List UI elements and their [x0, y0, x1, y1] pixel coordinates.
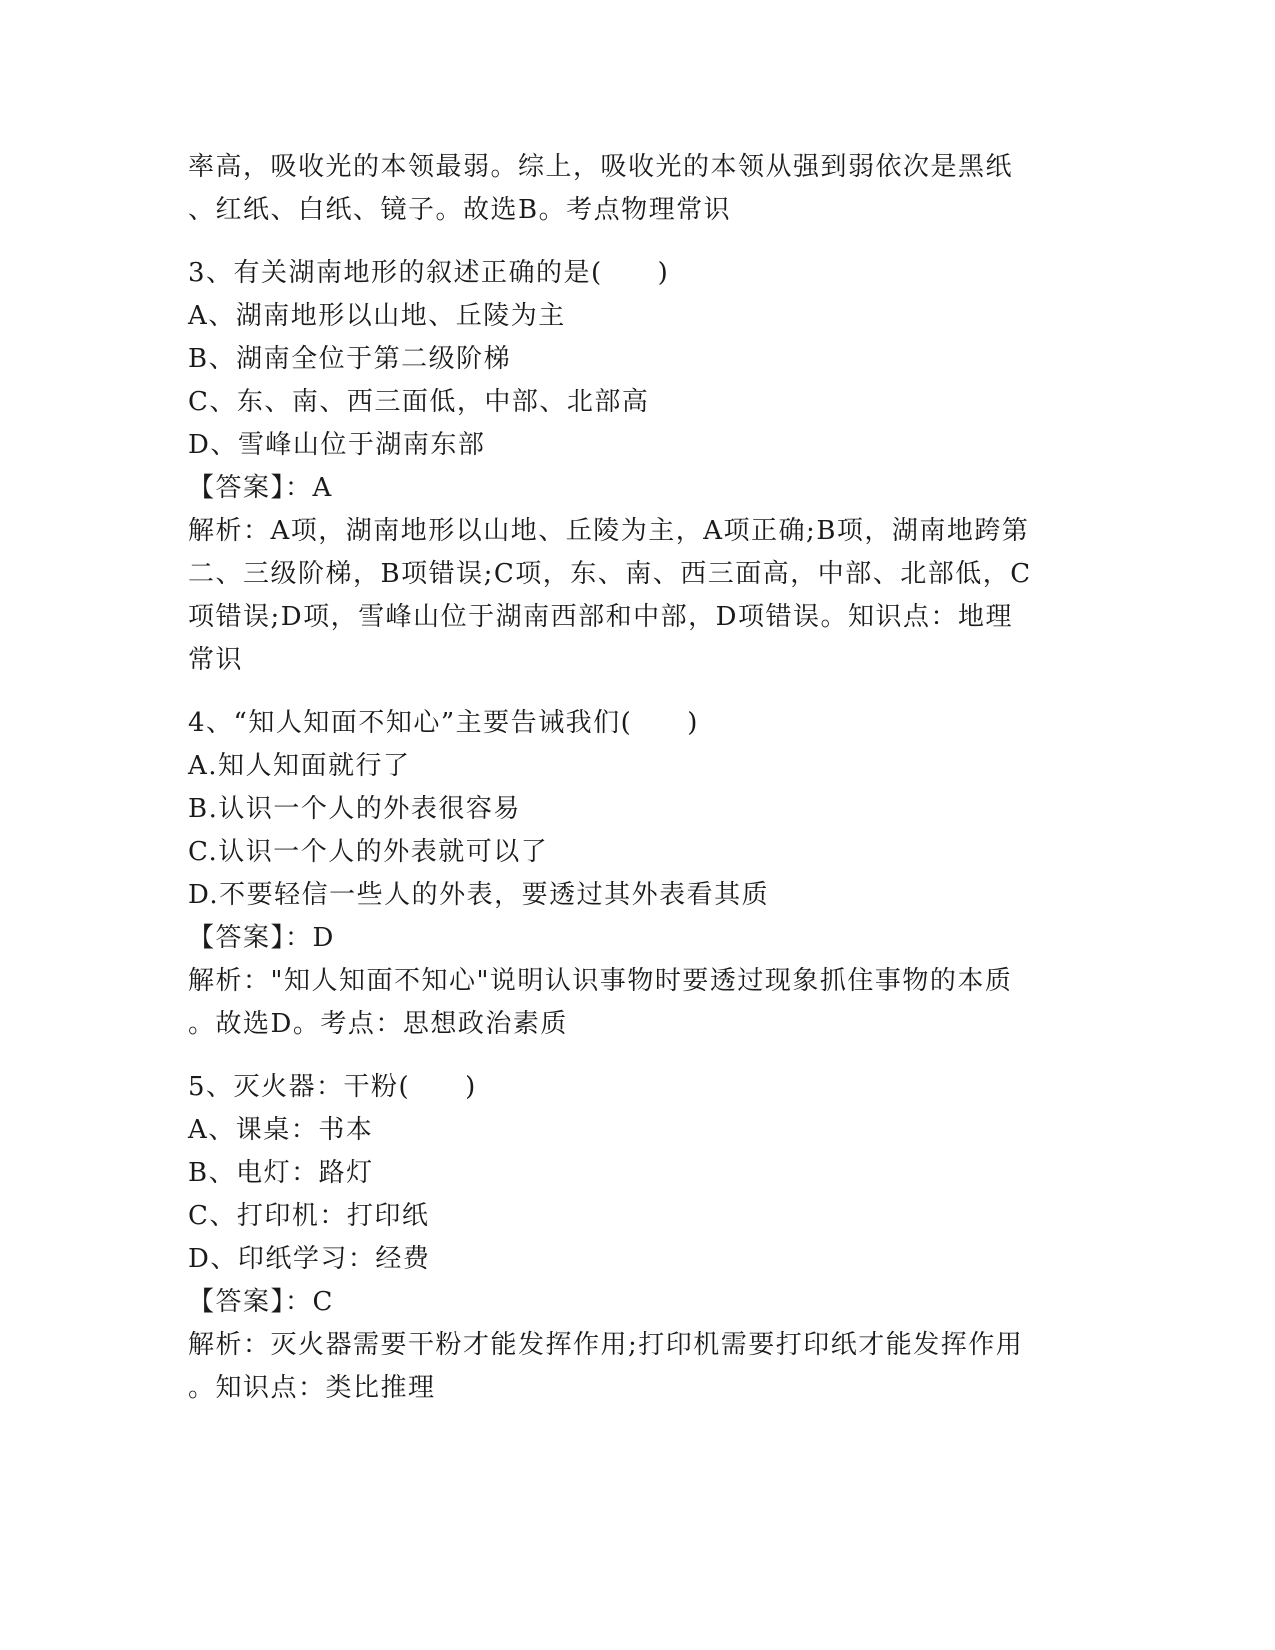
- option-b: B、湖南全位于第二级阶梯: [188, 344, 512, 374]
- option-b: B.认识一个人的外表很容易: [188, 794, 521, 824]
- option-b: B、电灯：路灯: [188, 1158, 374, 1188]
- intro-line: 率高，吸收光的本领最弱。综上，吸收光的本领从强到弱依次是黑纸: [188, 152, 1014, 182]
- option-d: D、雪峰山位于湖南东部: [188, 430, 486, 460]
- option-a: A.知人知面就行了: [188, 751, 411, 781]
- analysis-line: 项错误;D项，雪峰山位于湖南西部和中部，D项错误。知识点：地理: [188, 602, 1013, 632]
- question-block: [188, 252, 1088, 682]
- option-d: D.不要轻信一些人的外表，要透过其外表看其质: [188, 880, 770, 910]
- analysis-line: 二、三级阶梯，B项错误;C项，东、南、西三面高，中部、北部低，C: [188, 559, 1032, 589]
- intro-paragraph: [188, 146, 1088, 232]
- analysis-line: 。故选D。考点：思想政治素质: [188, 1009, 568, 1039]
- analysis-line: 解析：A项，湖南地形以山地、丘陵为主，A项正确;B项，湖南地跨第: [188, 516, 1030, 546]
- page-content: [188, 146, 1088, 1410]
- option-c: C、打印机：打印纸: [188, 1201, 430, 1231]
- question-stem: 3、有关湖南地形的叙述正确的是( ): [188, 258, 670, 288]
- answer-line: 【答案】：D: [188, 923, 335, 953]
- answer-line: 【答案】：A: [188, 473, 333, 503]
- option-a: A、课桌：书本: [188, 1115, 374, 1145]
- answer-line: 【答案】：C: [188, 1287, 334, 1317]
- question-stem: 5、灭火器：干粉( ): [188, 1072, 477, 1102]
- option-a: A、湖南地形以山地、丘陵为主: [188, 301, 566, 331]
- option-c: C.认识一个人的外表就可以了: [188, 837, 549, 867]
- option-d: D、印纸学习：经费: [188, 1244, 431, 1274]
- question-block: [188, 1066, 1088, 1410]
- intro-line: 、红纸、白纸、镜子。故选B。考点物理常识: [188, 195, 732, 225]
- question-stem: 4、“知人知面不知心”主要告诫我们( ): [188, 708, 699, 738]
- analysis-line: 常识: [188, 645, 244, 675]
- option-c: C、东、南、西三面低，中部、北部高: [188, 387, 650, 417]
- analysis-line: 解析："知人知面不知心"说明认识事物时要透过现象抓住事物的本质: [188, 966, 1013, 996]
- analysis-line: 解析：灭火器需要干粉才能发挥作用;打印机需要打印纸才能发挥作用: [188, 1330, 1024, 1360]
- analysis-line: 。知识点：类比推理: [188, 1373, 436, 1403]
- question-block: [188, 702, 1088, 1046]
